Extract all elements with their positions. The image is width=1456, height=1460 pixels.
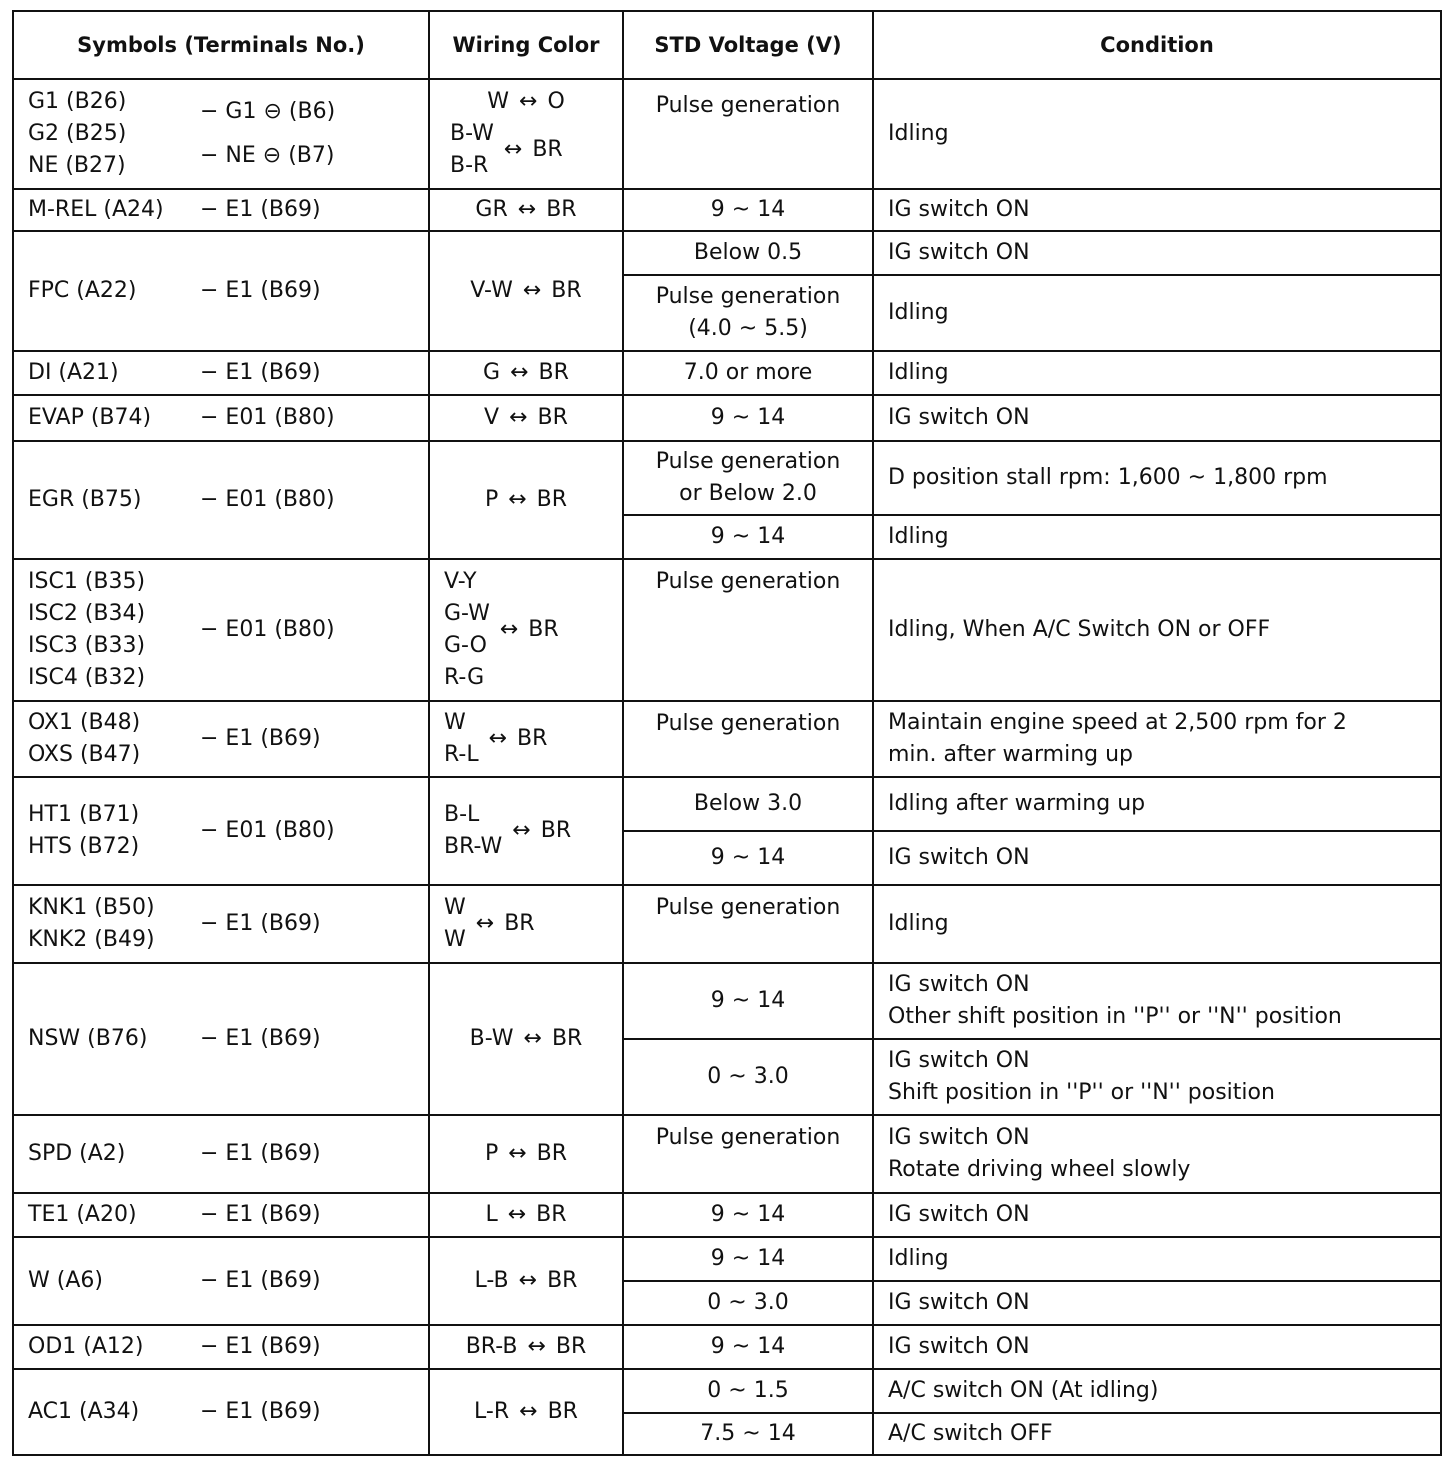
wiring-cell bbox=[429, 885, 623, 963]
voltage-text: 9 ~ 14 bbox=[710, 845, 786, 870]
table-row bbox=[13, 1237, 1441, 1281]
symbol-cell bbox=[13, 1237, 429, 1325]
voltage-cell bbox=[623, 1281, 873, 1325]
symbol-text: G2 (B25) bbox=[28, 121, 127, 146]
wire-color: W bbox=[444, 927, 466, 952]
wiring-cell bbox=[429, 351, 623, 395]
wiring-cell bbox=[429, 1325, 623, 1369]
condition-cell bbox=[873, 963, 1441, 1039]
ground-text: − E1 (B69) bbox=[200, 1141, 321, 1166]
voltage-text: 7.5 ~ 14 bbox=[700, 1421, 796, 1446]
ground-text: − E1 (B69) bbox=[200, 197, 321, 222]
arrow-icon: ↔ bbox=[512, 818, 531, 843]
wire-color: O bbox=[547, 89, 565, 114]
symbol-cell bbox=[13, 559, 429, 701]
wire-color: GR bbox=[475, 197, 508, 222]
symbol-cell bbox=[13, 1115, 429, 1193]
voltage-text: 0 ~ 1.5 bbox=[707, 1378, 789, 1403]
condition-cell bbox=[873, 885, 1441, 963]
wiring-cell bbox=[429, 1115, 623, 1193]
wire-color: BR bbox=[528, 617, 559, 642]
voltage-cell bbox=[623, 441, 873, 515]
table-row bbox=[13, 189, 1441, 231]
wire-color: V bbox=[484, 405, 500, 430]
condition-cell bbox=[873, 515, 1441, 559]
table-row bbox=[13, 1193, 1441, 1237]
condition-cell bbox=[873, 701, 1441, 777]
voltage-cell bbox=[623, 189, 873, 231]
table-row bbox=[13, 231, 1441, 275]
wiring-cell bbox=[429, 1193, 623, 1237]
wire-color: R-G bbox=[444, 665, 485, 690]
condition-text: IG switch ON bbox=[888, 197, 1030, 222]
symbol-text: DI (A21) bbox=[28, 360, 119, 385]
voltage-text: 0 ~ 3.0 bbox=[707, 1290, 789, 1315]
header-row bbox=[13, 11, 1441, 79]
ground-text: − E01 (B80) bbox=[200, 487, 335, 512]
symbol-cell bbox=[13, 1193, 429, 1237]
symbol-text: HTS (B72) bbox=[28, 834, 140, 859]
ground-text: − E1 (B69) bbox=[200, 911, 321, 936]
condition-cell bbox=[873, 351, 1441, 395]
wire-color: BR bbox=[546, 197, 577, 222]
table-body bbox=[13, 79, 1441, 1455]
symbol-cell bbox=[13, 1369, 429, 1455]
voltage-text: Pulse generation bbox=[655, 93, 841, 118]
symbol-text: ISC4 (B32) bbox=[28, 665, 146, 690]
condition-text: IG switch ON bbox=[888, 405, 1030, 430]
symbol-text: AC1 (A34) bbox=[28, 1399, 140, 1424]
condition-text: A/C switch ON (At idling) bbox=[888, 1378, 1159, 1403]
arrow-icon: ↔ bbox=[508, 1141, 527, 1166]
table-row bbox=[13, 701, 1441, 777]
wire-color: V-W bbox=[470, 278, 513, 303]
condition-text: Idling bbox=[888, 300, 949, 325]
voltage-cell bbox=[623, 275, 873, 351]
wiring-cell bbox=[429, 79, 623, 189]
arrow-icon: ↔ bbox=[488, 726, 508, 751]
table-row bbox=[13, 79, 1441, 189]
wire-color: BR-B bbox=[465, 1334, 518, 1359]
voltage-cell bbox=[623, 559, 873, 701]
symbol-cell bbox=[13, 1325, 429, 1369]
wire-color: B-L bbox=[444, 802, 480, 827]
condition-cell bbox=[873, 395, 1441, 441]
table-row bbox=[13, 351, 1441, 395]
symbol-text: M-REL (A24) bbox=[28, 197, 164, 222]
symbol-text: OX1 (B48) bbox=[28, 710, 141, 735]
condition-cell bbox=[873, 1237, 1441, 1281]
arrow-icon: ↔ bbox=[518, 1268, 538, 1293]
wiring-cell bbox=[429, 395, 623, 441]
voltage-cell bbox=[623, 1115, 873, 1193]
symbol-text: W (A6) bbox=[28, 1268, 103, 1293]
condition-cell bbox=[873, 231, 1441, 275]
condition-cell bbox=[873, 1413, 1441, 1455]
condition-text: Rotate driving wheel slowly bbox=[888, 1157, 1191, 1182]
voltage-cell bbox=[623, 1325, 873, 1369]
wiring-cell bbox=[429, 189, 623, 231]
voltage-text: 7.0 or more bbox=[683, 360, 813, 385]
voltage-text: Below 0.5 bbox=[693, 240, 803, 265]
wiring-cell bbox=[429, 441, 623, 559]
ground-text: − E1 (B69) bbox=[200, 360, 321, 385]
wire-color: BR bbox=[538, 360, 569, 385]
wire-color: B-R bbox=[450, 153, 489, 178]
wiring-cell bbox=[429, 1369, 623, 1455]
condition-text: Idling bbox=[888, 360, 949, 385]
condition-cell bbox=[873, 559, 1441, 701]
arrow-icon: ↔ bbox=[499, 617, 519, 642]
symbol-text: ISC1 (B35) bbox=[28, 569, 146, 594]
symbol-text: ISC3 (B33) bbox=[28, 633, 146, 658]
ground-text: − E1 (B69) bbox=[200, 1268, 321, 1293]
condition-text: Shift position in ''P'' or ''N'' position bbox=[888, 1080, 1275, 1105]
condition-text: A/C switch OFF bbox=[888, 1421, 1053, 1446]
condition-cell bbox=[873, 1039, 1441, 1115]
ground-text: − G1 ⊖ (B6) bbox=[200, 99, 336, 124]
voltage-text: Pulse generation bbox=[655, 895, 841, 920]
voltage-text: Pulse generation bbox=[655, 711, 841, 736]
condition-cell bbox=[873, 1369, 1441, 1413]
voltage-cell bbox=[623, 777, 873, 831]
condition-cell bbox=[873, 189, 1441, 231]
voltage-text: Below 3.0 bbox=[693, 791, 803, 816]
wire-color: R-L bbox=[444, 742, 479, 767]
voltage-text: 9 ~ 14 bbox=[710, 405, 786, 430]
wire-color: BR bbox=[536, 487, 568, 512]
wire-color: BR bbox=[517, 726, 548, 751]
condition-text: Idling bbox=[888, 121, 949, 146]
arrow-icon: ↔ bbox=[507, 1202, 527, 1227]
symbol-cell bbox=[13, 701, 429, 777]
voltage-cell bbox=[623, 1039, 873, 1115]
ground-text: − E01 (B80) bbox=[200, 617, 335, 642]
header-wiring-color: Wiring Color bbox=[429, 11, 623, 79]
wire-color: P bbox=[484, 487, 499, 512]
symbol-text: NE (B27) bbox=[28, 153, 126, 178]
wiring-cell bbox=[429, 777, 623, 885]
voltage-cell bbox=[623, 79, 873, 189]
wiring-cell bbox=[429, 963, 623, 1115]
wire-color: BR bbox=[555, 1334, 587, 1359]
condition-text: Idling, When A/C Switch ON or OFF bbox=[888, 617, 1271, 642]
condition-text: D position stall rpm: 1,600 ~ 1,800 rpm bbox=[888, 465, 1328, 490]
wire-color: BR-W bbox=[444, 834, 503, 859]
condition-cell bbox=[873, 777, 1441, 831]
ground-text: − E1 (B69) bbox=[200, 1026, 321, 1051]
symbol-cell bbox=[13, 777, 429, 885]
arrow-icon: ↔ bbox=[503, 137, 523, 162]
condition-cell bbox=[873, 1193, 1441, 1237]
arrow-icon: ↔ bbox=[527, 1334, 546, 1359]
table-row bbox=[13, 441, 1441, 515]
terminal-voltage-table bbox=[12, 10, 1442, 1456]
arrow-icon: ↔ bbox=[522, 278, 542, 303]
symbol-cell bbox=[13, 351, 429, 395]
condition-text: Idling after warming up bbox=[888, 791, 1146, 816]
voltage-cell bbox=[623, 231, 873, 275]
arrow-icon: ↔ bbox=[509, 405, 528, 430]
condition-cell bbox=[873, 1325, 1441, 1369]
condition-text: Idling bbox=[888, 524, 949, 549]
symbol-text: OD1 (A12) bbox=[28, 1334, 144, 1359]
condition-text: IG switch ON bbox=[888, 1125, 1030, 1150]
arrow-icon: ↔ bbox=[510, 360, 529, 385]
arrow-icon: ↔ bbox=[519, 89, 538, 114]
wiring-cell bbox=[429, 231, 623, 351]
symbol-cell bbox=[13, 963, 429, 1115]
symbol-text: HT1 (B71) bbox=[28, 802, 140, 827]
wire-color: L bbox=[485, 1202, 498, 1227]
table-row bbox=[13, 1369, 1441, 1413]
wire-color: BR bbox=[551, 1026, 583, 1051]
symbol-cell bbox=[13, 231, 429, 351]
wiring-cell bbox=[429, 1237, 623, 1325]
table-row bbox=[13, 885, 1441, 963]
wire-color: B-W bbox=[450, 121, 494, 146]
wire-color: W bbox=[444, 710, 466, 735]
voltage-text: or Below 2.0 bbox=[679, 481, 817, 506]
condition-text: min. after warming up bbox=[888, 742, 1133, 767]
wire-color: BR bbox=[537, 405, 568, 430]
voltage-text: (4.0 ~ 5.5) bbox=[688, 316, 808, 341]
wire-color: BR bbox=[532, 137, 563, 162]
symbol-text: EVAP (B74) bbox=[28, 405, 152, 430]
table-row bbox=[13, 395, 1441, 441]
ground-text: − E01 (B80) bbox=[200, 818, 335, 843]
voltage-cell bbox=[623, 515, 873, 559]
wire-color: G-O bbox=[444, 633, 487, 658]
ground-text: − E01 (B80) bbox=[200, 405, 335, 430]
voltage-text: 9 ~ 14 bbox=[710, 197, 786, 222]
voltage-text: Pulse generation bbox=[655, 449, 841, 474]
condition-text: IG switch ON bbox=[888, 845, 1030, 870]
table-row bbox=[13, 559, 1441, 701]
condition-text: Maintain engine speed at 2,500 rpm for 2 bbox=[888, 710, 1347, 735]
arrow-icon: ↔ bbox=[508, 487, 527, 512]
condition-cell bbox=[873, 275, 1441, 351]
symbol-cell bbox=[13, 189, 429, 231]
table-row bbox=[13, 1325, 1441, 1369]
wire-color: V-Y bbox=[444, 569, 477, 594]
ground-text: − E1 (B69) bbox=[200, 1399, 321, 1424]
condition-text: Idling bbox=[888, 1246, 949, 1271]
ground-text: − NE ⊖ (B7) bbox=[200, 143, 335, 168]
symbol-text: SPD (A2) bbox=[28, 1141, 126, 1166]
ground-text: − E1 (B69) bbox=[200, 1202, 321, 1227]
wire-color: W bbox=[444, 895, 466, 920]
voltage-cell bbox=[623, 351, 873, 395]
arrow-icon: ↔ bbox=[475, 911, 495, 936]
symbol-cell bbox=[13, 79, 429, 189]
wire-color: W bbox=[487, 89, 509, 114]
arrow-icon: ↔ bbox=[519, 1399, 538, 1424]
wire-color: G bbox=[483, 360, 501, 385]
voltage-text: 0 ~ 3.0 bbox=[707, 1064, 789, 1089]
table-row bbox=[13, 777, 1441, 831]
voltage-text: Pulse generation bbox=[655, 1125, 841, 1150]
wiring-cell bbox=[429, 559, 623, 701]
symbol-text: EGR (B75) bbox=[28, 487, 142, 512]
condition-text: IG switch ON bbox=[888, 1290, 1030, 1315]
voltage-cell bbox=[623, 1369, 873, 1413]
condition-text: IG switch ON bbox=[888, 1334, 1030, 1359]
condition-cell bbox=[873, 1281, 1441, 1325]
wire-color: L-R bbox=[474, 1399, 510, 1424]
ground-text: − E1 (B69) bbox=[200, 726, 321, 751]
voltage-cell bbox=[623, 701, 873, 777]
condition-text: Idling bbox=[888, 911, 949, 936]
voltage-cell bbox=[623, 1193, 873, 1237]
voltage-cell bbox=[623, 963, 873, 1039]
wire-color: BR bbox=[536, 1141, 568, 1166]
wire-color: B-W bbox=[469, 1026, 514, 1051]
wire-color: G-W bbox=[444, 601, 490, 626]
arrow-icon: ↔ bbox=[517, 197, 537, 222]
table-row bbox=[13, 1115, 1441, 1193]
symbol-text: KNK2 (B49) bbox=[28, 927, 155, 952]
voltage-text: 9 ~ 14 bbox=[710, 524, 786, 549]
symbol-cell bbox=[13, 395, 429, 441]
voltage-text: Pulse generation bbox=[655, 569, 841, 594]
voltage-cell bbox=[623, 831, 873, 885]
header-symbols: Symbols (Terminals No.) bbox=[13, 11, 429, 79]
header-condition: Condition bbox=[873, 11, 1441, 79]
symbol-text: ISC2 (B34) bbox=[28, 601, 146, 626]
symbol-text: G1 (B26) bbox=[28, 89, 127, 114]
wire-color: P bbox=[484, 1141, 499, 1166]
voltage-text: 9 ~ 14 bbox=[710, 1334, 786, 1359]
condition-cell bbox=[873, 831, 1441, 885]
condition-cell bbox=[873, 441, 1441, 515]
voltage-text: Pulse generation bbox=[655, 284, 841, 309]
voltage-cell bbox=[623, 1237, 873, 1281]
wire-color: BR bbox=[551, 278, 582, 303]
symbol-text: FPC (A22) bbox=[28, 278, 137, 303]
condition-text: IG switch ON bbox=[888, 972, 1030, 997]
condition-text: IG switch ON bbox=[888, 1202, 1030, 1227]
voltage-text: 9 ~ 14 bbox=[710, 1202, 786, 1227]
voltage-cell bbox=[623, 1413, 873, 1455]
ground-text: − E1 (B69) bbox=[200, 278, 321, 303]
condition-text: IG switch ON bbox=[888, 240, 1030, 265]
symbol-cell bbox=[13, 441, 429, 559]
voltage-text: 9 ~ 14 bbox=[710, 1246, 786, 1271]
voltage-text: 9 ~ 14 bbox=[710, 988, 786, 1013]
condition-cell bbox=[873, 1115, 1441, 1193]
symbol-cell bbox=[13, 885, 429, 963]
condition-cell bbox=[873, 79, 1441, 189]
wire-color: BR bbox=[536, 1202, 567, 1227]
symbol-text: OXS (B47) bbox=[28, 742, 141, 767]
symbol-text: KNK1 (B50) bbox=[28, 895, 155, 920]
wire-color: BR bbox=[504, 911, 535, 936]
table-row bbox=[13, 963, 1441, 1039]
wire-color: L-B bbox=[474, 1268, 509, 1293]
condition-text: Other shift position in ''P'' or ''N'' position bbox=[888, 1004, 1342, 1029]
wiring-cell bbox=[429, 701, 623, 777]
voltage-cell bbox=[623, 885, 873, 963]
ground-text: − E1 (B69) bbox=[200, 1334, 321, 1359]
condition-text: IG switch ON bbox=[888, 1048, 1030, 1073]
wire-color: BR bbox=[547, 1268, 578, 1293]
voltage-cell bbox=[623, 395, 873, 441]
wire-color: BR bbox=[547, 1399, 578, 1424]
header-std-voltage: STD Voltage (V) bbox=[623, 11, 873, 79]
arrow-icon: ↔ bbox=[523, 1026, 542, 1051]
wire-color: BR bbox=[540, 818, 572, 843]
symbol-text: NSW (B76) bbox=[28, 1026, 148, 1051]
symbol-text: TE1 (A20) bbox=[28, 1202, 137, 1227]
